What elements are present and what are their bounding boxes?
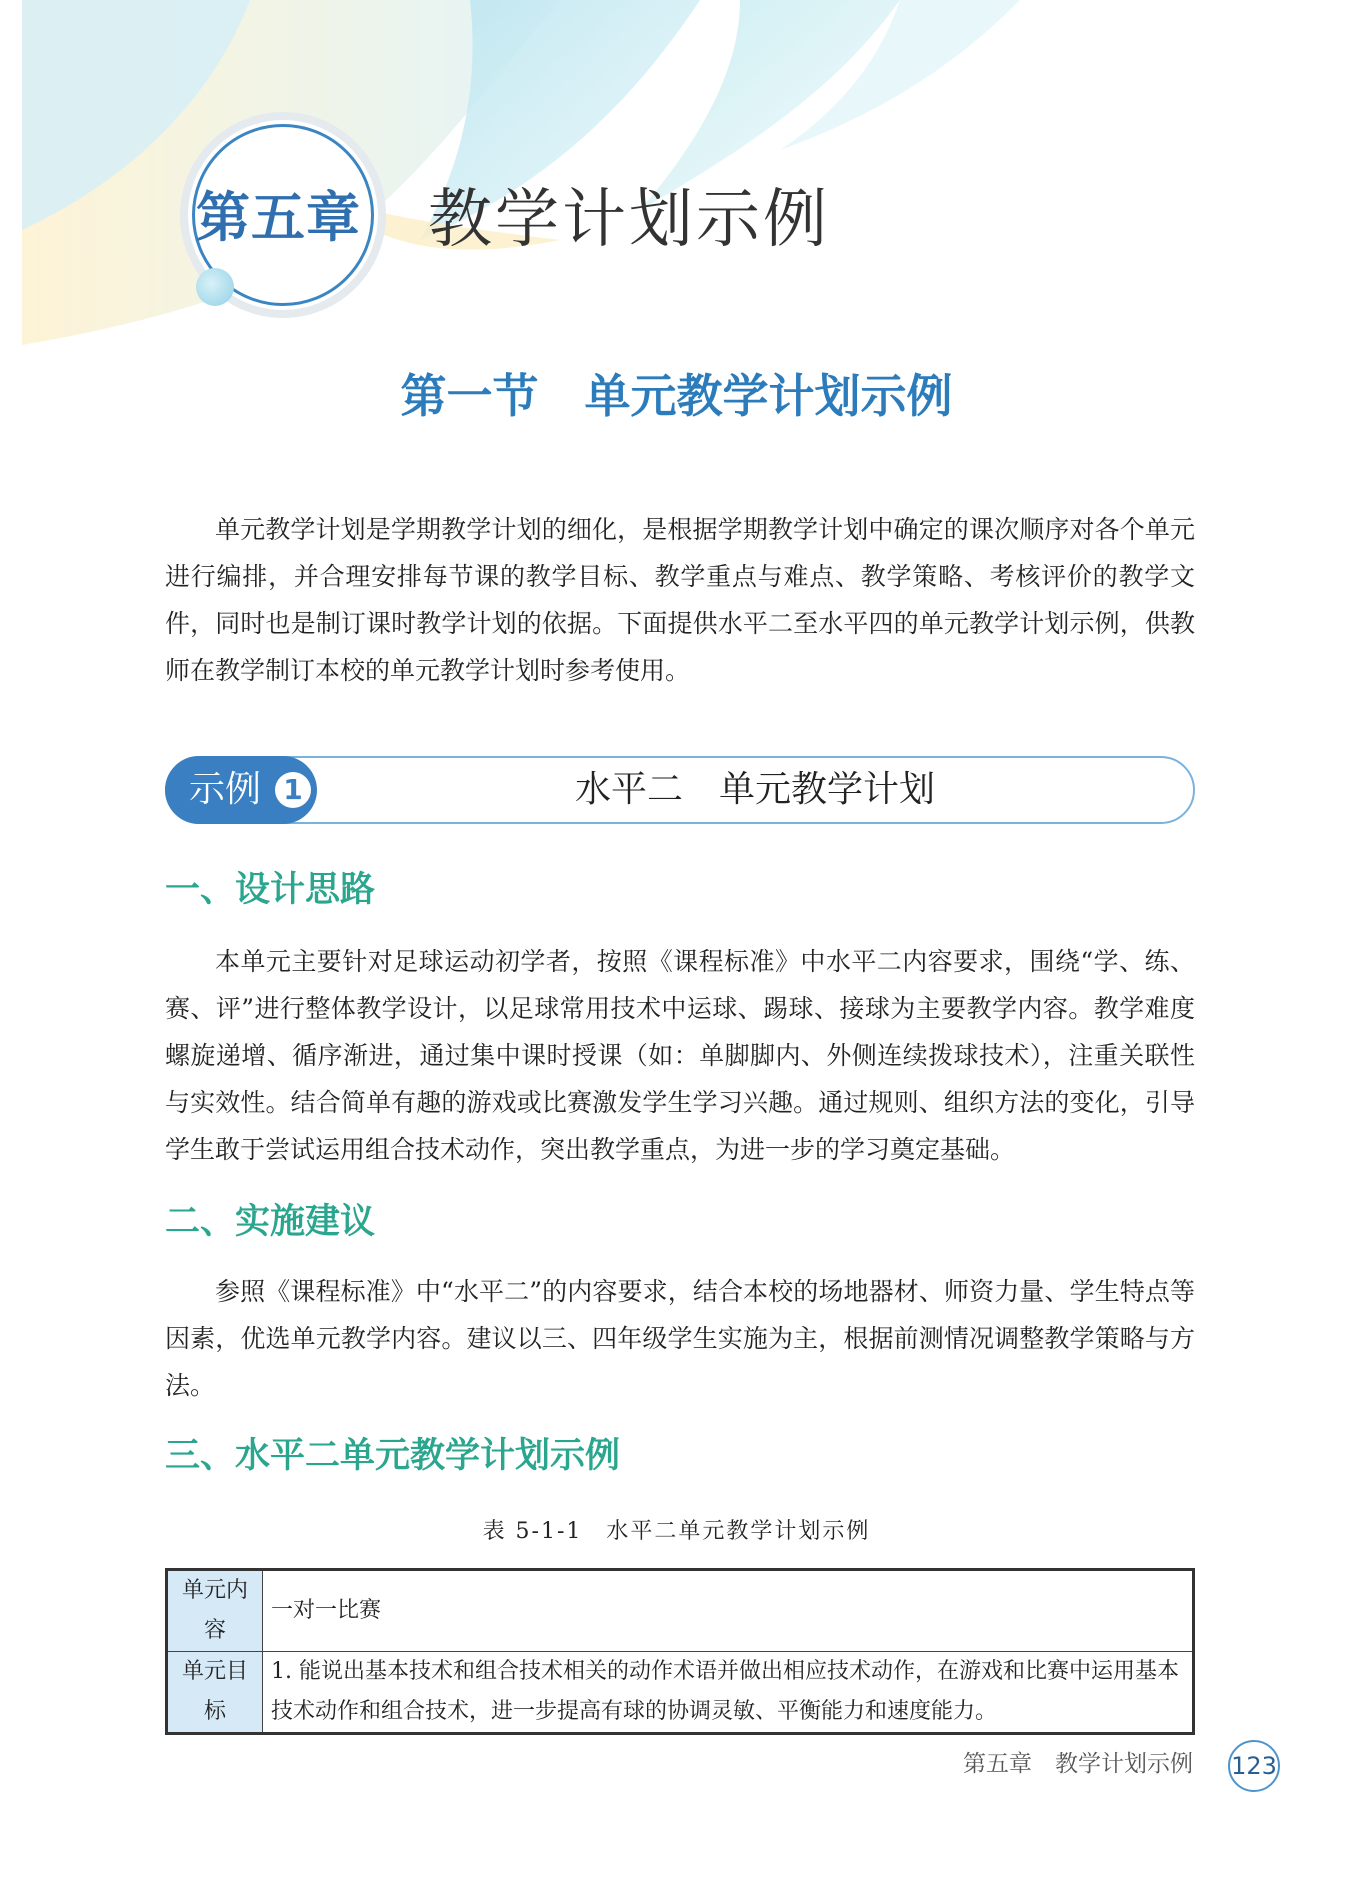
footer-chapter-label: 第五章 教学计划示例: [963, 1751, 1193, 1777]
table-row-content: 一对一比赛: [263, 1570, 1194, 1652]
intro-paragraph: 单元教学计划是学期教学计划的细化，是根据学期教学计划中确定的课次顺序对各个单元进行编排，并合理安排每节课的教学目标、教学重点与难点、教学策略、考核评价的教学文件，同时也是制订课时教学计划的依据。下面提供水平二至水平四的单元教学计划示例，供教师在教学制订本校的单元教学计划时参考使用。: [165, 515, 1195, 685]
table-row-content: 1. 能说出基本技术和组合技术相关的动作术语并做出相应技术动作，在游戏和比赛中运用基本技术动作和组合技术，进一步提高有球的协调灵敏、平衡能力和速度能力。: [263, 1652, 1194, 1734]
chapter-number: 第五章: [196, 186, 361, 249]
heading-design-ideas: 一、设计思路: [165, 870, 376, 910]
table-row: [167, 1570, 1194, 1652]
heading-plan-example: 三、水平二单元教学计划示例: [165, 1436, 621, 1476]
table-row-header: 单元内容: [167, 1570, 263, 1652]
heading-implementation-advice: 二、实施建议: [165, 1202, 376, 1242]
table-row-header: 单元目标: [167, 1652, 263, 1734]
chapter-badge-dot: [196, 268, 234, 306]
example-banner: [165, 756, 1195, 824]
example-title: 水平二 单元教学计划: [574, 769, 935, 810]
page-number: 123: [1228, 1740, 1280, 1792]
unit-plan-table: [165, 1568, 1195, 1735]
example-badge-number: 1: [275, 772, 311, 808]
design-ideas-paragraph: 本单元主要针对足球运动初学者，按照《课程标准》中水平二内容要求，围绕“学、练、赛、评”进行整体教学设计，以足球常用技术中运球、踢球、接球为主要教学内容。教学难度螺旋递增、循序渐进，通过集中课时授课（如：单脚脚内、外侧连续拨球技术），注重关联性与实效性。结合简单有趣的游戏或比赛激发学生学习兴趣。通过规则、组织方法的变化，引导学生敢于尝试运用组合技术动作，突出教学重点，为进一步的学习奠定基础。: [165, 947, 1195, 1164]
chapter-title: 教学计划示例: [428, 183, 830, 257]
table-caption: 表 5-1-1 水平二单元教学计划示例: [482, 1519, 871, 1544]
section-title: 第一节 单元教学计划示例: [400, 369, 953, 423]
implementation-advice-paragraph: 参照《课程标准》中“水平二”的内容要求，结合本校的场地器材、师资力量、学生特点等因素，优选单元教学内容。建议以三、四年级学生实施为主，根据前测情况调整教学策略与方法。: [165, 1277, 1195, 1400]
table-row: [167, 1652, 1194, 1734]
example-badge-label: 示例: [189, 769, 262, 810]
example-badge: [165, 756, 317, 824]
